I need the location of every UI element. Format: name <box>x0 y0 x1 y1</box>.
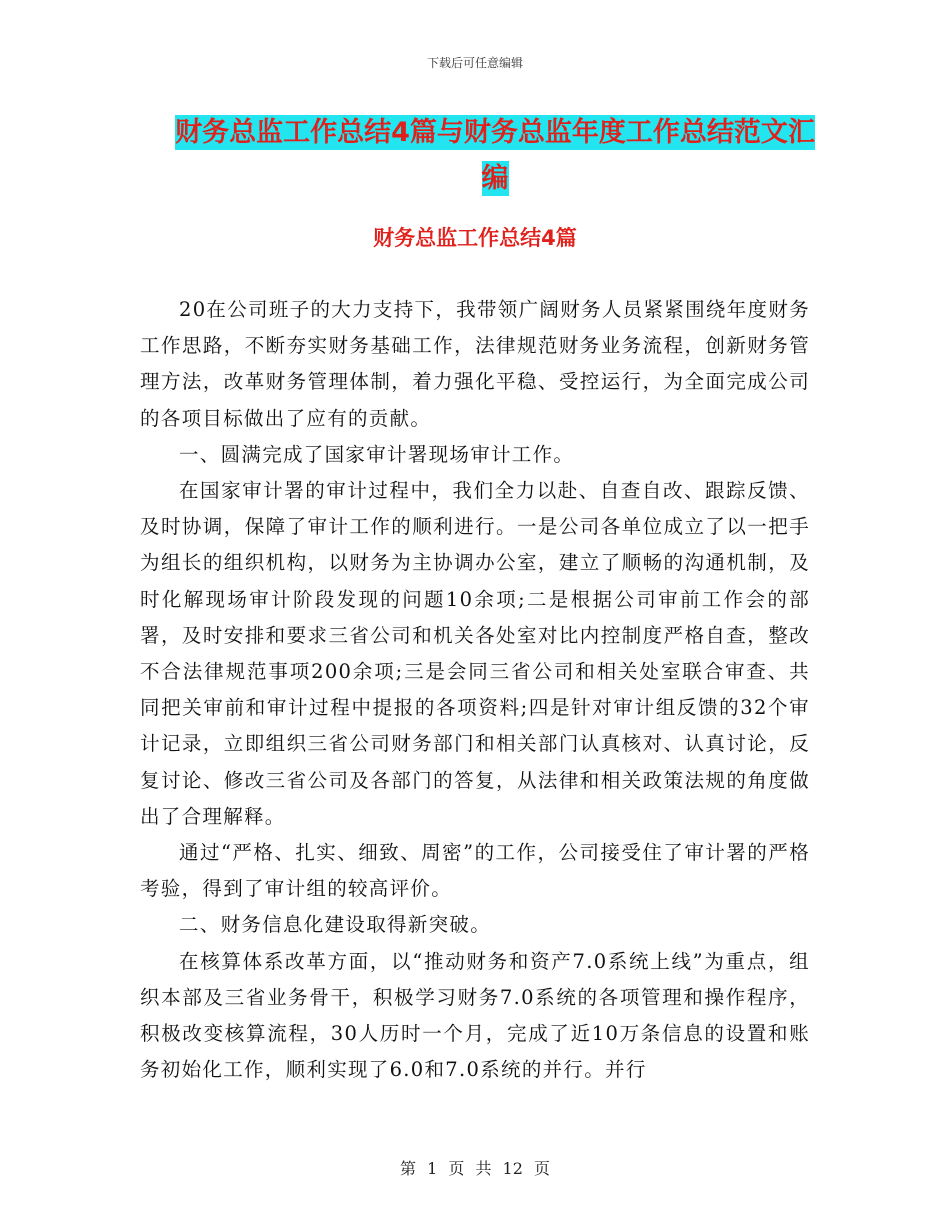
paragraph: 在国家审计署的审计过程中，我们全力以赴、自查自改、跟踪反馈、及时协调，保障了审计工作的顺利进行。一是公司各单位成立了以一把手为组长的组织机构，以财务为主协调办公室，建立了顺畅的沟通机制，及时化解现场审计阶段发现的问题10余项;二是根据公司审前工作会的部署，及时安排和要求三省公司和机关各处室对比内控制度严格自查，整改不合法律规范事项200余项;三是会同三省公司和相关处室联合审查、共同把关审前和审计过程中提报的各项资料;四是针对审计组反馈的32个审计记录，立即组织三省公司财务部门和相关部门认真核对、认真讨论，反复讨论、修改三省公司及各部门的答复，从法律和相关政策法规的角度做出了合理解释。 <box>140 479 810 828</box>
header-note: 下载后可任意编辑 <box>426 56 523 70</box>
paragraph: 一、圆满完成了国家审计署现场审计工作。 <box>179 442 575 466</box>
paragraph: 在核算体系改革方面，以“推动财务和资产7.0系统上线”为重点，组织本部及三省业务骨干，积极学习财务7.0系统的各项管理和操作程序，积极改变核算流程，30人历时一个月，完成了近10万条信息的设置和账务初始化工作，顺利实现了6.0和7.0系统的并行。并行 <box>140 949 810 1082</box>
paragraph: 二、财务信息化建设取得新突破。 <box>179 913 492 937</box>
main-title <box>175 110 815 202</box>
page-number: 第 1 页 共 12 页 <box>400 1159 550 1178</box>
paragraph: 通过“严格、扎实、细致、周密”的工作，公司接受住了审计署的严格考验，得到了审计组的较高评价。 <box>140 841 810 901</box>
paragraph: 20在公司班子的大力支持下，我带领广阔财务人员紧紧围绕年度财务工作思路，不断夯实财务基础工作，法律规范财务业务流程，创新财务管理方法，改革财务管理体制，着力强化平稳、受控运行，为全面完成公司的各项目标做出了应有的贡献。 <box>140 298 810 430</box>
main-title-text: 财务总监工作总结4篇与财务总监年度工作总结范文汇编 <box>175 117 815 194</box>
section-title: 财务总监工作总结4篇 <box>373 226 577 250</box>
body-text <box>140 292 810 1088</box>
